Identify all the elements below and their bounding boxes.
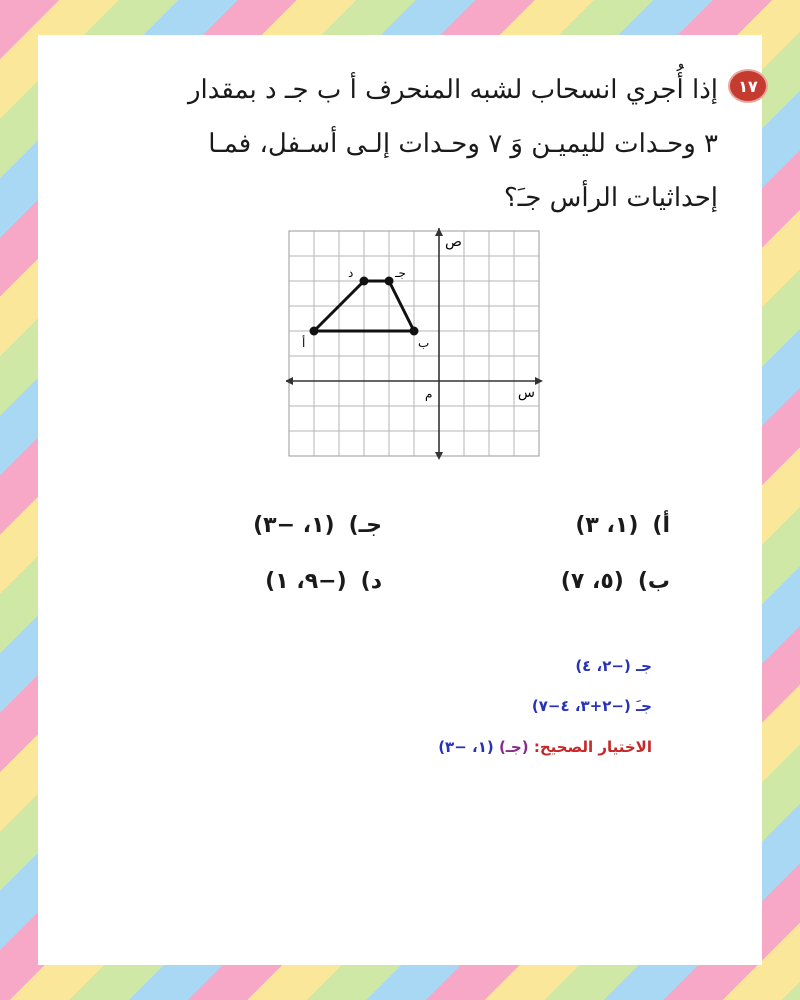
vertex-label: د: [348, 266, 354, 280]
option-c[interactable]: جـ)(١، −٣): [253, 513, 382, 538]
question-line: إذا أُجري انسحاب لشبه المنحرف أ ب جـ د بمقدار: [187, 75, 718, 105]
y-axis-label: ص: [445, 234, 462, 250]
option-b[interactable]: ب)(٥، ٧): [560, 569, 670, 594]
answer-value: (١، −٣): [438, 738, 494, 756]
correct-answer: [438, 738, 652, 756]
solution-step-2: جـَ (−٢+٣، ٤−٧): [531, 697, 652, 715]
vertex-label: أ: [302, 336, 306, 350]
answer-choice: (جـ): [498, 738, 529, 756]
option-a[interactable]: أ)(١، ٣): [575, 513, 670, 538]
answer-options: [38, 35, 762, 965]
question-line: إحداثيات الرأس جـَ؟: [503, 183, 718, 213]
option-d[interactable]: د)(−٩، ١): [265, 569, 382, 594]
question-card: [38, 35, 762, 965]
origin-label: م: [425, 387, 433, 401]
vertex-label: جـ: [395, 266, 406, 280]
vertex-label: ب: [418, 336, 430, 350]
solution-step-1: جـ (−٢، ٤): [575, 657, 652, 675]
question-number: ١٧: [738, 76, 758, 96]
question-line: ٣ وحـدات لليميـن وَ ٧ وحـدات إلـى أسـفل، فمـا: [208, 129, 718, 159]
x-axis-label: س: [517, 385, 535, 401]
answer-prefix: الاختيار الصحيح:: [533, 738, 652, 756]
